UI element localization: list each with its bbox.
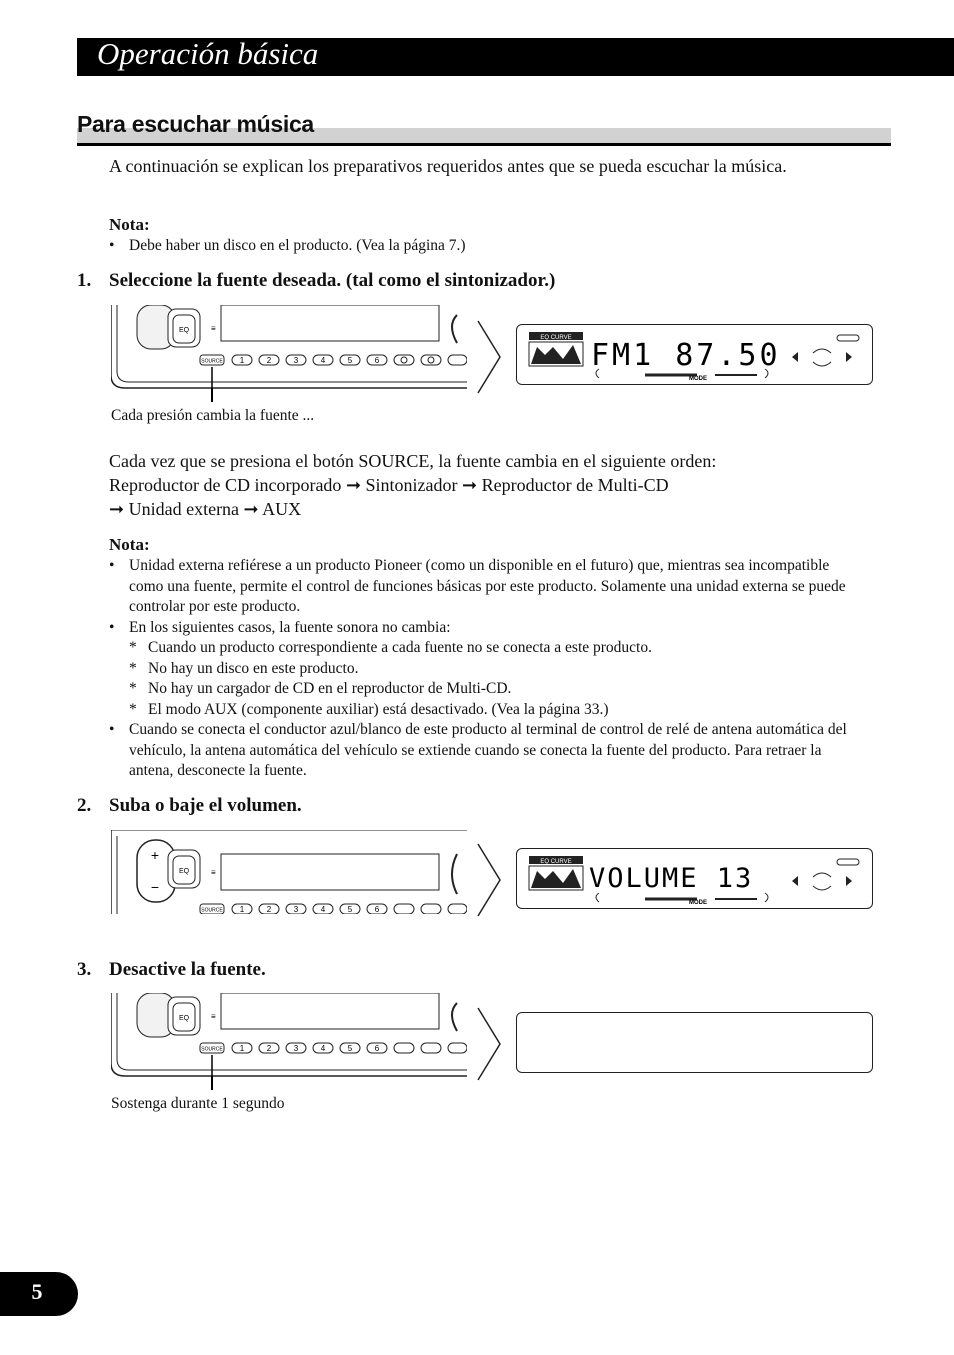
svg-text:≡: ≡ — [211, 868, 216, 877]
svg-text:5: 5 — [347, 905, 353, 914]
svg-text:4: 4 — [320, 1044, 326, 1053]
note-bullet: • — [109, 557, 115, 574]
svg-text:EQ: EQ — [178, 1015, 190, 1022]
panel-caption: Sostenga durante 1 segundo — [111, 1095, 285, 1112]
note-subitem: * El modo AUX (componente auxiliar) está desactivado. (Vea la página 33.) — [129, 701, 609, 718]
svg-text:6: 6 — [374, 1044, 380, 1053]
note-item: En los siguientes casos, la fuente sonora no cambia: — [129, 619, 451, 636]
svg-text:MODE: MODE — [689, 900, 707, 906]
section-title: Para escuchar música — [77, 111, 314, 137]
arrow-right-icon: ➞ — [345, 475, 362, 495]
svg-text:2: 2 — [266, 1044, 272, 1053]
note-label: Nota: — [109, 535, 150, 554]
section-heading-rule — [77, 143, 891, 146]
arrow-right-icon: ➞ — [243, 499, 259, 519]
lcd-display — [516, 324, 873, 385]
head-unit-illustration — [111, 830, 467, 914]
svg-text:SOURCE: SOURCE — [201, 907, 223, 914]
arrow-right-icon: ➞ — [462, 475, 478, 495]
svg-text:EQ CURVE: EQ CURVE — [540, 859, 572, 865]
svg-text:5: 5 — [347, 1044, 353, 1053]
svg-text:6: 6 — [374, 905, 380, 914]
svg-text:SOURCE: SOURCE — [201, 1046, 223, 1053]
svg-text:MODE: MODE — [689, 376, 707, 382]
step-title: Seleccione la fuente deseada. (tal como el sintonizador.) — [109, 270, 556, 291]
svg-text:4: 4 — [320, 356, 326, 365]
svg-text:≡: ≡ — [211, 324, 216, 333]
svg-text:FM1 87.50: FM1 87.50 — [591, 338, 781, 373]
note-item: Unidad externa refiérese a un producto Pioneer (como un disponible en el futuro) que, mientras sea incompatible como una fuente, permite el control de funciones básicas por este producto. Solamente una unidad externa se puede controlar por este producto. — [129, 557, 846, 615]
lcd-display — [516, 848, 873, 909]
svg-text:1: 1 — [239, 1044, 245, 1053]
next-arrow-icon — [477, 1007, 501, 1081]
note-subitem: * No hay un disco en este producto. — [129, 660, 359, 677]
note-bullet: • — [109, 721, 115, 738]
step-number: 3. — [77, 959, 92, 980]
svg-text:VOLUME 13: VOLUME 13 — [589, 863, 754, 894]
source-order-text: Cada vez que se presiona el botón SOURCE, la fuente cambia en el siguiente orden: — [109, 451, 717, 471]
callout-line — [211, 1076, 213, 1090]
source-sequence-cont: ➞ Unidad externa ➞ AUX — [109, 499, 302, 519]
svg-text:SOURCE: SOURCE — [201, 358, 223, 365]
next-arrow-icon — [477, 320, 501, 394]
note-subitem: * No hay un cargador de CD en el reproductor de Multi-CD. — [129, 680, 512, 697]
next-arrow-icon — [477, 843, 501, 917]
step-number: 2. — [77, 795, 92, 816]
note-label: Nota: — [109, 215, 150, 234]
svg-text:3: 3 — [293, 905, 299, 914]
svg-text:−: − — [150, 879, 160, 895]
step-number: 1. — [77, 270, 92, 291]
step-title: Desactive la fuente. — [109, 959, 266, 980]
svg-text:EQ: EQ — [178, 327, 190, 334]
svg-text:EQ CURVE: EQ CURVE — [540, 335, 572, 341]
svg-text:1: 1 — [239, 356, 245, 365]
note-subitem: * Cuando un producto correspondiente a cada fuente no se conecta a este producto. — [129, 639, 652, 656]
svg-text:3: 3 — [293, 356, 299, 365]
callout-line — [211, 388, 213, 402]
source-sequence: Reproductor de CD incorporado ➞ Sintonizador ➞ Reproductor de Multi-CD — [109, 475, 669, 495]
page-number: 5 — [31, 1279, 43, 1304]
svg-text:4: 4 — [320, 905, 326, 914]
arrow-right-icon: ➞ — [109, 499, 125, 519]
svg-text:3: 3 — [293, 1044, 299, 1053]
note-item: • Debe haber un disco en el producto. (Vea la página 7.) — [109, 237, 466, 254]
svg-text:2: 2 — [266, 356, 272, 365]
svg-text:1: 1 — [239, 905, 245, 914]
note-item: Cuando se conecta el conductor azul/blanco de este producto al terminal de control de relé de antena automática del vehículo, la antena automática del vehículo se extiende cuando se conecta la fuente del producto. Para retraer la antena, desconecte la fuente. — [129, 721, 847, 779]
head-unit-illustration — [111, 305, 467, 389]
page-title: Operación básica — [97, 36, 319, 71]
note-bullet: • — [109, 619, 115, 636]
step-title: Suba o baje el volumen. — [109, 795, 302, 816]
head-unit-illustration — [111, 993, 467, 1077]
svg-text:EQ: EQ — [178, 868, 190, 875]
svg-text:6: 6 — [374, 356, 380, 365]
svg-text:≡: ≡ — [211, 1012, 216, 1021]
svg-text:+: + — [150, 847, 160, 863]
lcd-display-blank — [516, 1012, 873, 1073]
panel-caption: Cada presión cambia la fuente ... — [111, 407, 315, 424]
intro-paragraph: A continuación se explican los preparativos requeridos antes que se pueda escuchar la música. — [109, 156, 787, 176]
svg-text:2: 2 — [266, 905, 272, 914]
svg-text:5: 5 — [347, 356, 353, 365]
